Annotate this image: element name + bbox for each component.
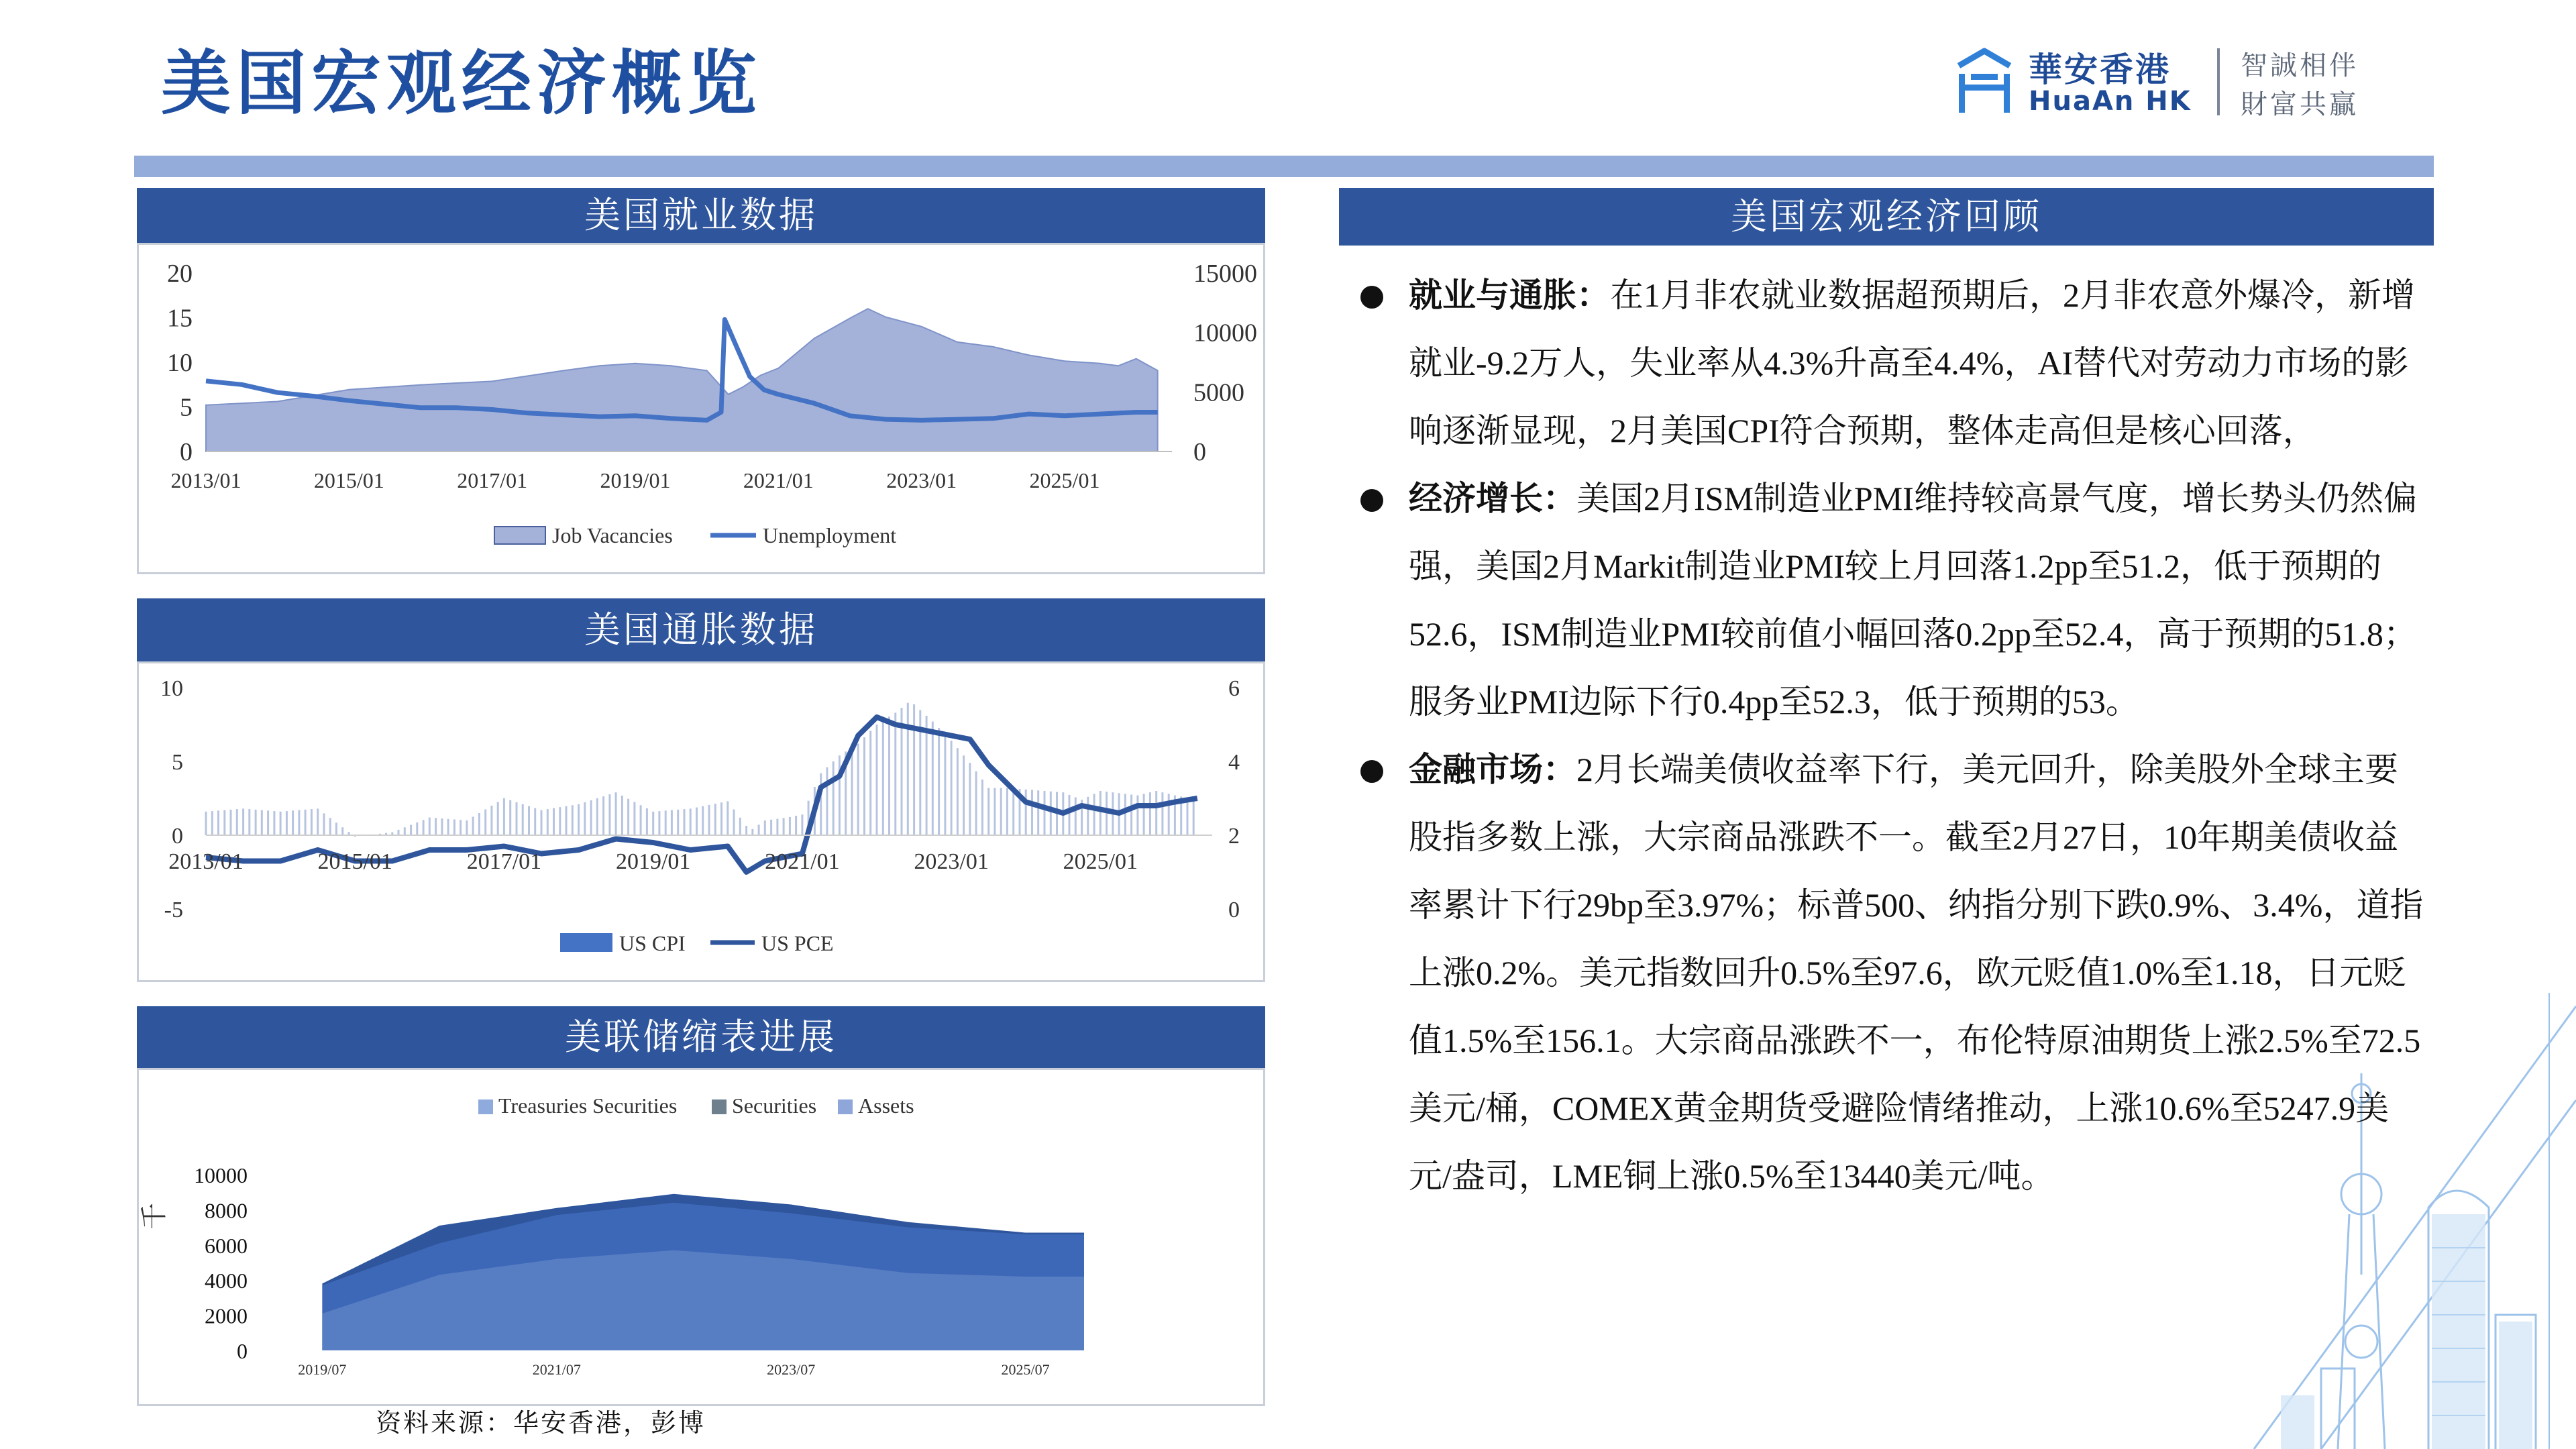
- cpi-bar: [1037, 790, 1039, 835]
- cpi-bar: [640, 805, 642, 835]
- legend-swatch: [712, 1099, 727, 1114]
- cpi-bar: [566, 806, 568, 835]
- cpi-bar: [1050, 792, 1052, 835]
- cpi-bar: [1012, 788, 1014, 835]
- cpi-bar: [1069, 795, 1071, 835]
- x-tick-label: 2025/01: [1029, 468, 1100, 492]
- cpi-bar: [305, 810, 307, 835]
- legend-label-unemployment: Unemployment: [763, 523, 897, 547]
- cpi-bar: [553, 808, 555, 835]
- y-right-tick-label: 2: [1228, 824, 1240, 849]
- cpi-bar: [907, 703, 909, 835]
- y-tick-label: 2000: [205, 1303, 248, 1328]
- cpi-bar: [1130, 795, 1132, 836]
- x-tick-label: 2017/01: [466, 849, 542, 874]
- x-tick-label: 2017/01: [457, 468, 528, 492]
- cpi-bar: [702, 806, 704, 835]
- cpi-bar: [590, 800, 592, 835]
- review-item-body: 2月长端美债收益率下行，美元回升，除美股外全球主要股指多数上涨，大宗商品涨跌不一。截至2月27日，10年期美债收益率累计下行29bp至3.97%；标普500、纳指分别下跌0.9%、3.4%，道指上涨0.2%。美元指数回升0.5%至97.6，欧元贬值1.0%至1.18，日元贬值1.5%至156.1。大宗商品涨跌不一，布伦特原油期货上涨2.5%至72.5美元/桶，COMEX黄金期货受避险情绪推动，上涨10.6%至5247.9美元/盎司，LME铜上涨0.5%至13440美元/吨。: [1409, 751, 2424, 1195]
- balance-chart-box: [137, 1068, 1265, 1406]
- cpi-bar: [267, 810, 269, 835]
- cpi-bar: [863, 737, 865, 835]
- cpi-bar: [963, 755, 965, 835]
- cpi-bar: [739, 818, 741, 835]
- x-tick-label: 2021/01: [743, 468, 814, 492]
- cpi-bar: [466, 820, 468, 835]
- cpi-bar: [410, 825, 412, 835]
- cpi-bar: [205, 812, 207, 835]
- cpi-bar: [677, 810, 679, 835]
- cpi-bar: [795, 816, 797, 835]
- y-right-tick-label: 4: [1228, 750, 1240, 775]
- cpi-bar: [633, 802, 635, 836]
- cpi-bar: [404, 827, 406, 835]
- cpi-bar: [987, 788, 989, 835]
- cpi-bar: [621, 796, 623, 835]
- cpi-bar: [876, 724, 878, 835]
- cpi-bar: [1025, 790, 1027, 835]
- cpi-bar: [839, 755, 841, 835]
- review-item-body: 在1月非农就业数据超预期后，2月非农意外爆冷，新增就业-9.2万人，失业率从4.3%升高至4.4%，AI替代对劳动力市场的影响逐渐显现，2月美国CPI符合预期，整体走高但是核心回落，: [1409, 276, 2415, 449]
- y-right-tick-label: 10000: [1193, 319, 1257, 347]
- cpi-bar: [460, 820, 462, 835]
- y-right-tick-label: 5000: [1193, 378, 1244, 407]
- cpi-bar: [708, 805, 710, 835]
- cpi-bar: [969, 763, 971, 835]
- cpi-bar: [1136, 796, 1138, 835]
- cpi-bar: [733, 810, 735, 835]
- cpi-bar: [472, 817, 474, 836]
- x-tick-label: 2019/01: [600, 468, 671, 492]
- bullet-icon: [1360, 489, 1383, 512]
- cpi-bar: [578, 804, 580, 835]
- y-right-tick-label: 15000: [1193, 260, 1257, 288]
- y-left-tick-label: 20: [167, 260, 193, 288]
- legend-label-cpi: US CPI: [619, 931, 686, 955]
- cpi-bar: [1143, 794, 1145, 835]
- huaan-logo-icon: [1952, 47, 2017, 117]
- x-tick-label: 2019/07: [298, 1361, 347, 1378]
- cpi-bar: [292, 810, 294, 835]
- logo-tagline-1: 智誠相伴: [2241, 50, 2359, 81]
- review-item-heading: 金融市场：: [1409, 751, 1576, 788]
- cpi-bar: [938, 728, 940, 835]
- review-item-heading: 就业与通胀：: [1409, 276, 1610, 314]
- cpi-bar: [1000, 788, 1002, 835]
- inflation-chart: [139, 663, 1263, 980]
- y-left-tick-label: 0: [172, 824, 183, 849]
- cpi-bar: [671, 810, 673, 835]
- cpi-bar: [329, 818, 331, 835]
- cpi-bar: [280, 812, 282, 835]
- cpi-bar: [429, 818, 431, 835]
- cpi-bar: [503, 798, 505, 835]
- y-right-tick-label: 0: [1193, 438, 1206, 466]
- employment-chart: [139, 245, 1263, 572]
- balance-panel-header: 美联储缩表进展: [137, 1006, 1265, 1068]
- cpi-bar: [516, 802, 518, 835]
- cpi-bar: [298, 810, 300, 835]
- cpi-bar: [608, 794, 610, 835]
- y-left-tick-label: 15: [167, 304, 193, 333]
- y-left-tick-label: 5: [180, 393, 193, 422]
- cpi-bar: [509, 800, 511, 835]
- x-tick-label: 2021/07: [532, 1361, 581, 1378]
- cpi-bar: [435, 818, 437, 835]
- y-tick-label: 10000: [194, 1163, 248, 1187]
- balance-sheet-chart: [139, 1070, 1263, 1404]
- cpi-bar: [826, 767, 828, 835]
- cpi-bar: [572, 805, 574, 835]
- cpi-bar: [913, 704, 915, 835]
- cpi-bar: [932, 722, 934, 835]
- x-tick-label: 2023/01: [914, 849, 989, 874]
- cpi-bar: [684, 809, 686, 835]
- cpi-bar: [1087, 797, 1089, 835]
- cpi-bar: [894, 712, 896, 835]
- data-source-note: 资料来源：华安香港，彭博: [376, 1408, 706, 1438]
- x-tick-label: 2015/01: [313, 468, 384, 492]
- legend-label: Treasuries Securities: [498, 1093, 678, 1118]
- cpi-bar: [851, 748, 853, 836]
- x-tick-label: 2015/01: [317, 849, 392, 874]
- cpi-bar: [957, 748, 959, 835]
- cpi-bar: [1161, 792, 1163, 835]
- x-tick-label: 2025/07: [1001, 1361, 1050, 1378]
- y-tick-label: 6000: [205, 1233, 248, 1258]
- y-left-tick-label: -5: [164, 898, 183, 922]
- cpi-bar: [255, 810, 257, 835]
- cpi-bar: [1031, 790, 1033, 836]
- logo-divider: [2217, 48, 2220, 115]
- cpi-bar: [478, 813, 480, 835]
- cpi-bar: [690, 808, 692, 835]
- cpi-bar: [615, 792, 617, 835]
- cpi-bar: [335, 822, 337, 835]
- cpi-bar: [646, 808, 648, 835]
- logo-english-name: HuaAn HK: [2029, 86, 2192, 117]
- cpi-bar: [217, 810, 219, 835]
- y-left-tick-label: 5: [172, 750, 183, 775]
- cpi-bar: [627, 799, 629, 835]
- cpi-bar: [770, 820, 772, 835]
- cpi-bar: [727, 801, 729, 835]
- x-tick-label: 2023/01: [886, 468, 957, 492]
- cpi-bar: [981, 780, 983, 835]
- cpi-bar: [714, 804, 716, 835]
- cpi-bar: [447, 819, 449, 835]
- macro-review-text: [1355, 262, 2428, 1210]
- job-vacancies-area: [206, 309, 1158, 451]
- cpi-bar: [857, 744, 859, 835]
- review-item-heading: 经济增长：: [1409, 480, 1576, 517]
- cpi-bar: [1075, 798, 1077, 836]
- cpi-bar: [1124, 794, 1126, 835]
- cpi-bar: [801, 814, 803, 835]
- cpi-bar: [236, 809, 238, 835]
- inflation-panel-header: 美国通胀数据: [137, 598, 1265, 661]
- cpi-bar: [423, 820, 425, 835]
- cpi-bar: [211, 811, 213, 835]
- cpi-bar: [528, 806, 530, 835]
- cpi-bar: [745, 826, 747, 835]
- review-item-body: 美国2月ISM制造业PMI维持较高景气度，增长势头仍然偏强，美国2月Markit制造业PMI较上月回落1.2pp至51.2，低于预期的52.6，ISM制造业PMI较前值小幅回落0.2pp至52.4，高于预期的51.8；服务业PMI边际下行0.4pp至52.3，低于预期的53。: [1409, 480, 2417, 720]
- cpi-bar: [994, 788, 996, 835]
- cpi-bar: [230, 810, 232, 835]
- cpi-bar: [497, 802, 499, 836]
- x-tick-label: 2025/01: [1063, 849, 1138, 874]
- cpi-bar: [1193, 799, 1195, 835]
- cpi-bar: [751, 829, 753, 835]
- cpi-bar: [869, 731, 871, 836]
- cpi-bar: [1149, 792, 1151, 835]
- cpi-bar: [242, 808, 244, 835]
- legend-swatch-cpi: [560, 933, 612, 952]
- cpi-bar: [720, 802, 722, 835]
- review-item-markets: [1355, 736, 2428, 1210]
- legend-label-pce: US PCE: [761, 931, 834, 955]
- inflation-chart-box: [137, 661, 1265, 982]
- cpi-bar: [584, 802, 586, 835]
- logo-chinese-name: 華安香港: [2029, 50, 2171, 89]
- cpi-bar: [665, 810, 667, 835]
- cpi-bar: [398, 830, 400, 835]
- cpi-bar: [1187, 798, 1189, 835]
- cpi-bar: [1044, 791, 1046, 835]
- cpi-bar: [223, 810, 225, 835]
- cpi-bar: [273, 811, 275, 835]
- cpi-bar: [547, 809, 549, 835]
- legend-label: Securities: [732, 1093, 817, 1118]
- cpi-bar: [248, 809, 250, 835]
- top-accent-bar: [134, 156, 2434, 177]
- employment-panel-header: 美国就业数据: [137, 188, 1265, 243]
- cpi-bar: [1093, 794, 1095, 835]
- legend-swatch-job-vacancies: [494, 527, 545, 544]
- x-tick-label: 2013/01: [168, 849, 244, 874]
- y-left-tick-label: 0: [180, 438, 193, 466]
- y-tick-label: 0: [237, 1339, 248, 1363]
- cpi-bar: [783, 818, 785, 835]
- cpi-bar: [559, 807, 561, 835]
- cpi-bar: [975, 771, 977, 835]
- cpi-bar: [602, 796, 604, 835]
- cpi-bar: [341, 827, 343, 835]
- y-right-tick-label: 0: [1228, 898, 1240, 922]
- page-title: 美国宏观经济概览: [161, 42, 763, 124]
- x-tick-label: 2019/01: [615, 849, 691, 874]
- cpi-bar: [1099, 791, 1102, 835]
- y-tick-label: 4000: [205, 1269, 248, 1293]
- cpi-bar: [441, 818, 443, 835]
- cpi-bar: [286, 811, 288, 835]
- x-tick-label: 2021/01: [765, 849, 840, 874]
- cpi-bar: [311, 809, 313, 835]
- cpi-bar: [833, 761, 835, 835]
- employment-chart-box: [137, 243, 1265, 574]
- cpi-bar: [522, 804, 524, 835]
- legend-swatch: [478, 1099, 493, 1114]
- review-item-growth: [1355, 465, 2428, 736]
- cpi-bar: [658, 811, 660, 835]
- y-tick-label: 8000: [205, 1198, 248, 1223]
- cpi-bar: [596, 798, 598, 835]
- bullet-icon: [1360, 760, 1383, 783]
- y-left-tick-label: 10: [167, 349, 193, 377]
- review-panel-header: 美国宏观经济回顾: [1339, 188, 2434, 246]
- cpi-bar: [541, 810, 543, 835]
- cpi-bar: [820, 773, 822, 835]
- cpi-bar: [944, 735, 946, 835]
- cpi-bar: [926, 716, 928, 835]
- cpi-bar: [1006, 788, 1008, 835]
- y-right-tick-label: 6: [1228, 676, 1240, 701]
- y-axis-unit-label: 千: [139, 1203, 169, 1230]
- cpi-bar: [951, 741, 953, 835]
- brand-logo: [1952, 42, 2381, 129]
- cpi-bar: [317, 808, 319, 835]
- legend-swatch: [838, 1099, 853, 1114]
- legend-label-job-vacancies: Job Vacancies: [552, 523, 673, 547]
- cpi-bar: [789, 817, 791, 835]
- bullet-icon: [1360, 286, 1383, 309]
- y-left-tick-label: 10: [160, 676, 183, 701]
- cpi-bar: [261, 810, 263, 835]
- cpi-bar: [776, 819, 778, 835]
- cpi-bar: [1168, 794, 1170, 835]
- cpi-bar: [652, 812, 654, 835]
- legend-label: Assets: [858, 1093, 914, 1118]
- logo-tagline-2: 財富共贏: [2241, 89, 2359, 120]
- cpi-bar: [323, 813, 325, 835]
- cpi-bar: [453, 820, 455, 836]
- review-item-employment: [1355, 262, 2428, 465]
- cpi-bar: [416, 822, 418, 835]
- cpi-bar: [882, 720, 884, 835]
- cpi-bar: [764, 820, 766, 835]
- x-tick-label: 2013/01: [170, 468, 241, 492]
- cpi-bar: [534, 808, 536, 835]
- cpi-bar: [696, 808, 698, 835]
- x-tick-label: 2023/07: [767, 1361, 816, 1378]
- cpi-bar: [1155, 791, 1157, 835]
- cpi-bar: [490, 806, 492, 835]
- cpi-bar: [888, 716, 890, 835]
- cpi-bar: [484, 810, 486, 836]
- cpi-bar: [758, 824, 760, 835]
